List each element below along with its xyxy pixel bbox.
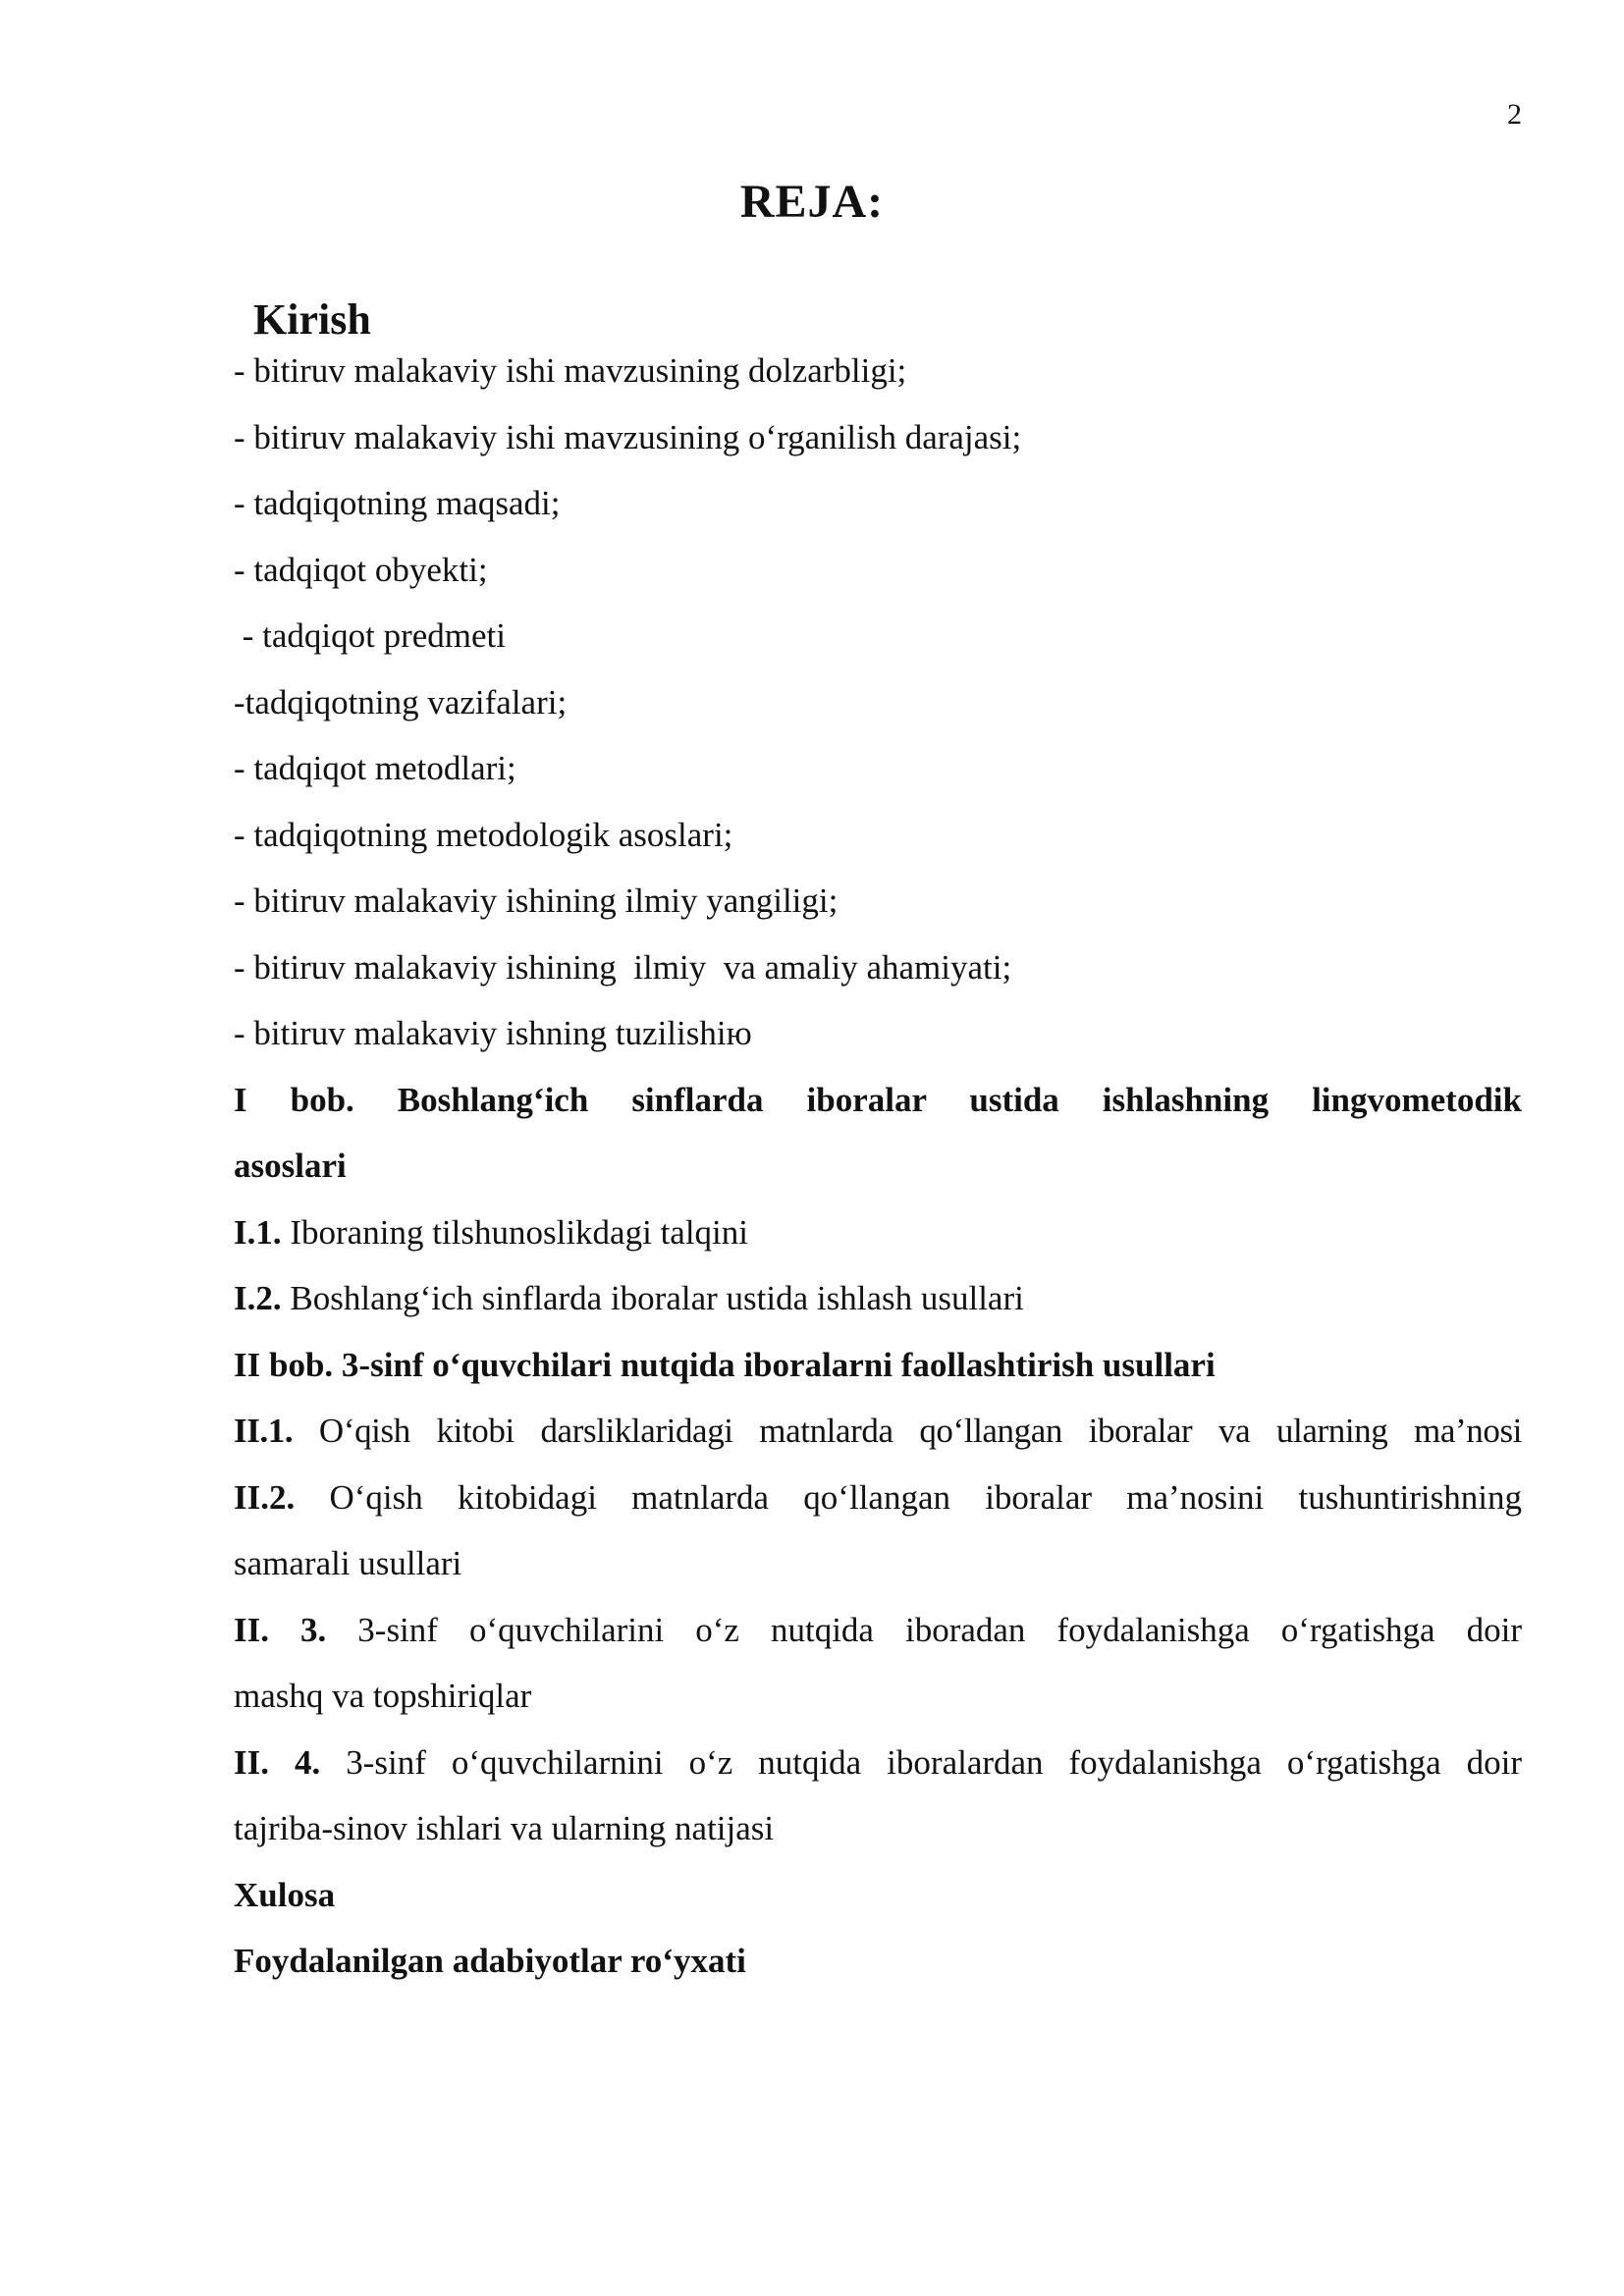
section-2-4-cont: tajriba-sinov ishlari va ularning natijasi bbox=[234, 1809, 775, 1847]
section-text: 3-sinf o‘quvchilarnini o‘z nutqida iboralardan foydalanishga o‘rgatishga doir bbox=[320, 1742, 1522, 1782]
section-number: II.2. bbox=[234, 1477, 296, 1517]
section-2-2 bbox=[234, 1465, 1522, 1531]
section-number: II. 4. bbox=[234, 1742, 321, 1782]
section-2-2-cont: samarali usullari bbox=[234, 1544, 462, 1582]
intro-item: - tadqiqot predmeti bbox=[234, 616, 507, 655]
section-text: O‘qish kitobi darsliklaridagi matnlarda qo‘llangan iboralar va ularning ma’nosi bbox=[293, 1412, 1522, 1450]
intro-item: - tadqiqot metodlari; bbox=[234, 749, 516, 787]
section-1-2 bbox=[234, 1265, 1522, 1332]
plan-content bbox=[234, 338, 1522, 1995]
intro-item: - tadqiqot obyekti; bbox=[234, 550, 488, 589]
page-title: REJA: bbox=[739, 176, 885, 228]
section-text: 3-sinf o‘quvchilarini o‘z nutqida iboradan foydalanishga o‘rgatishga doir bbox=[326, 1610, 1522, 1649]
section-2-3-cont: mashq va topshiriqlar bbox=[234, 1677, 532, 1715]
intro-item: - tadqiqotning maqsadi; bbox=[234, 484, 561, 522]
conclusion-heading: Xulosa bbox=[234, 1875, 336, 1914]
intro-item: - bitiruv malakaviy ishning tuzilishiю bbox=[234, 1014, 752, 1052]
section-2-3 bbox=[234, 1597, 1522, 1664]
section-2-1 bbox=[234, 1398, 1522, 1465]
chapter-1-title: I bob. Boshlang‘ich sinflarda iboralar ustida ishlashning lingvometodik bbox=[234, 1080, 1522, 1119]
section-2-4 bbox=[234, 1730, 1522, 1796]
chapter-2-title: II bob. 3-sinf o‘quvchilari nutqida iboralarni faollashtirish usullari bbox=[234, 1345, 1216, 1384]
section-text: Iboraning tilshunoslikdagi talqini bbox=[281, 1212, 748, 1252]
references-heading: Foydalanilgan adabiyotlar ro‘yxati bbox=[234, 1942, 746, 1980]
section-number: II.1. bbox=[234, 1412, 294, 1450]
intro-item: - bitiruv malakaviy ishining ilmiy yangiligi; bbox=[234, 881, 839, 920]
page-number: 2 bbox=[1507, 98, 1522, 131]
section-number: I.2. bbox=[234, 1279, 282, 1317]
chapter-1-title-cont: asoslari bbox=[234, 1147, 347, 1185]
intro-item: - bitiruv malakaviy ishi mavzusining o‘rganilish darajasi; bbox=[234, 417, 1022, 456]
section-text: Boshlang‘ich sinflarda iboralar ustida ishlash usullari bbox=[281, 1279, 1024, 1317]
section-number: I.1. bbox=[234, 1212, 282, 1252]
intro-item: -tadqiqotning vazifalari; bbox=[234, 682, 568, 721]
intro-item: - tadqiqotning metodologik asoslari; bbox=[234, 815, 733, 854]
intro-item: - bitiruv malakaviy ishi mavzusining dolzarbligi; bbox=[234, 351, 907, 390]
section-number: II. 3. bbox=[234, 1610, 327, 1649]
intro-heading: Kirish bbox=[253, 295, 371, 344]
section-text: O‘qish kitobidagi matnlarda qo‘llangan iboralar ma’nosini tushuntirishning bbox=[295, 1477, 1522, 1517]
intro-item: - bitiruv malakaviy ishining ilmiy va amaliy ahamiyati; bbox=[234, 947, 1012, 987]
section-1-1 bbox=[234, 1200, 1522, 1266]
